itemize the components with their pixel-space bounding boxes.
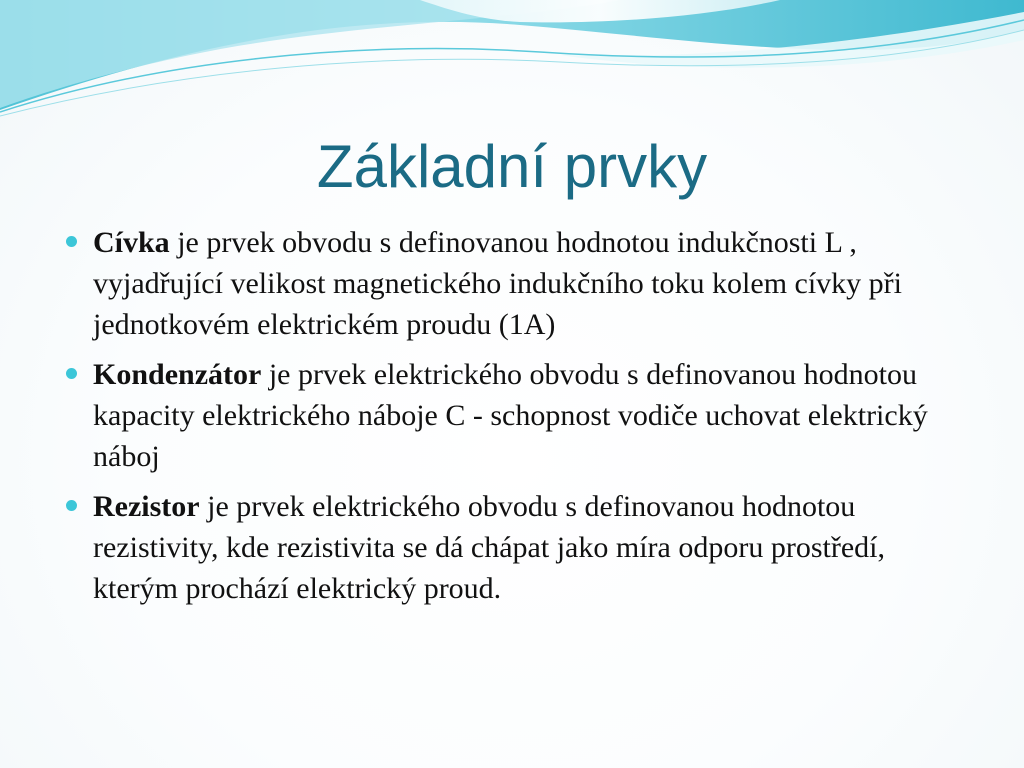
term-kondenzator: Kondenzátor — [93, 358, 262, 391]
term-civka: Cívka — [93, 226, 170, 259]
bullet-dot-icon — [66, 368, 77, 379]
bullet-dot-icon — [66, 236, 77, 247]
list-item — [64, 222, 964, 345]
bullet-dot-icon — [66, 500, 77, 511]
slide-title: Základní prvky — [316, 133, 708, 200]
term-rezistor: Rezistor — [93, 490, 200, 523]
list-item — [64, 354, 964, 477]
definition-kondenzator: je prvek elektrického obvodu s definovanou hodnotou kapacity elektrického náboje C - schopnost vodiče uchovat elektrický náboj — [93, 358, 928, 473]
list-item — [64, 486, 964, 609]
bullet-list — [64, 222, 964, 618]
definition-civka: je prvek obvodu s definovanou hodnotou indukčnosti L , vyjadřující velikost magnetického indukčního toku kolem cívky při jednotkovém elektrickém proudu (1A) — [93, 226, 903, 341]
header-wave-decoration — [0, 0, 1024, 130]
definition-rezistor: je prvek elektrického obvodu s definovanou hodnotou rezistivity, kde rezistivita se dá chápat jako míra odporu prostředí, kterým prochází elektrický proud. — [93, 490, 885, 605]
